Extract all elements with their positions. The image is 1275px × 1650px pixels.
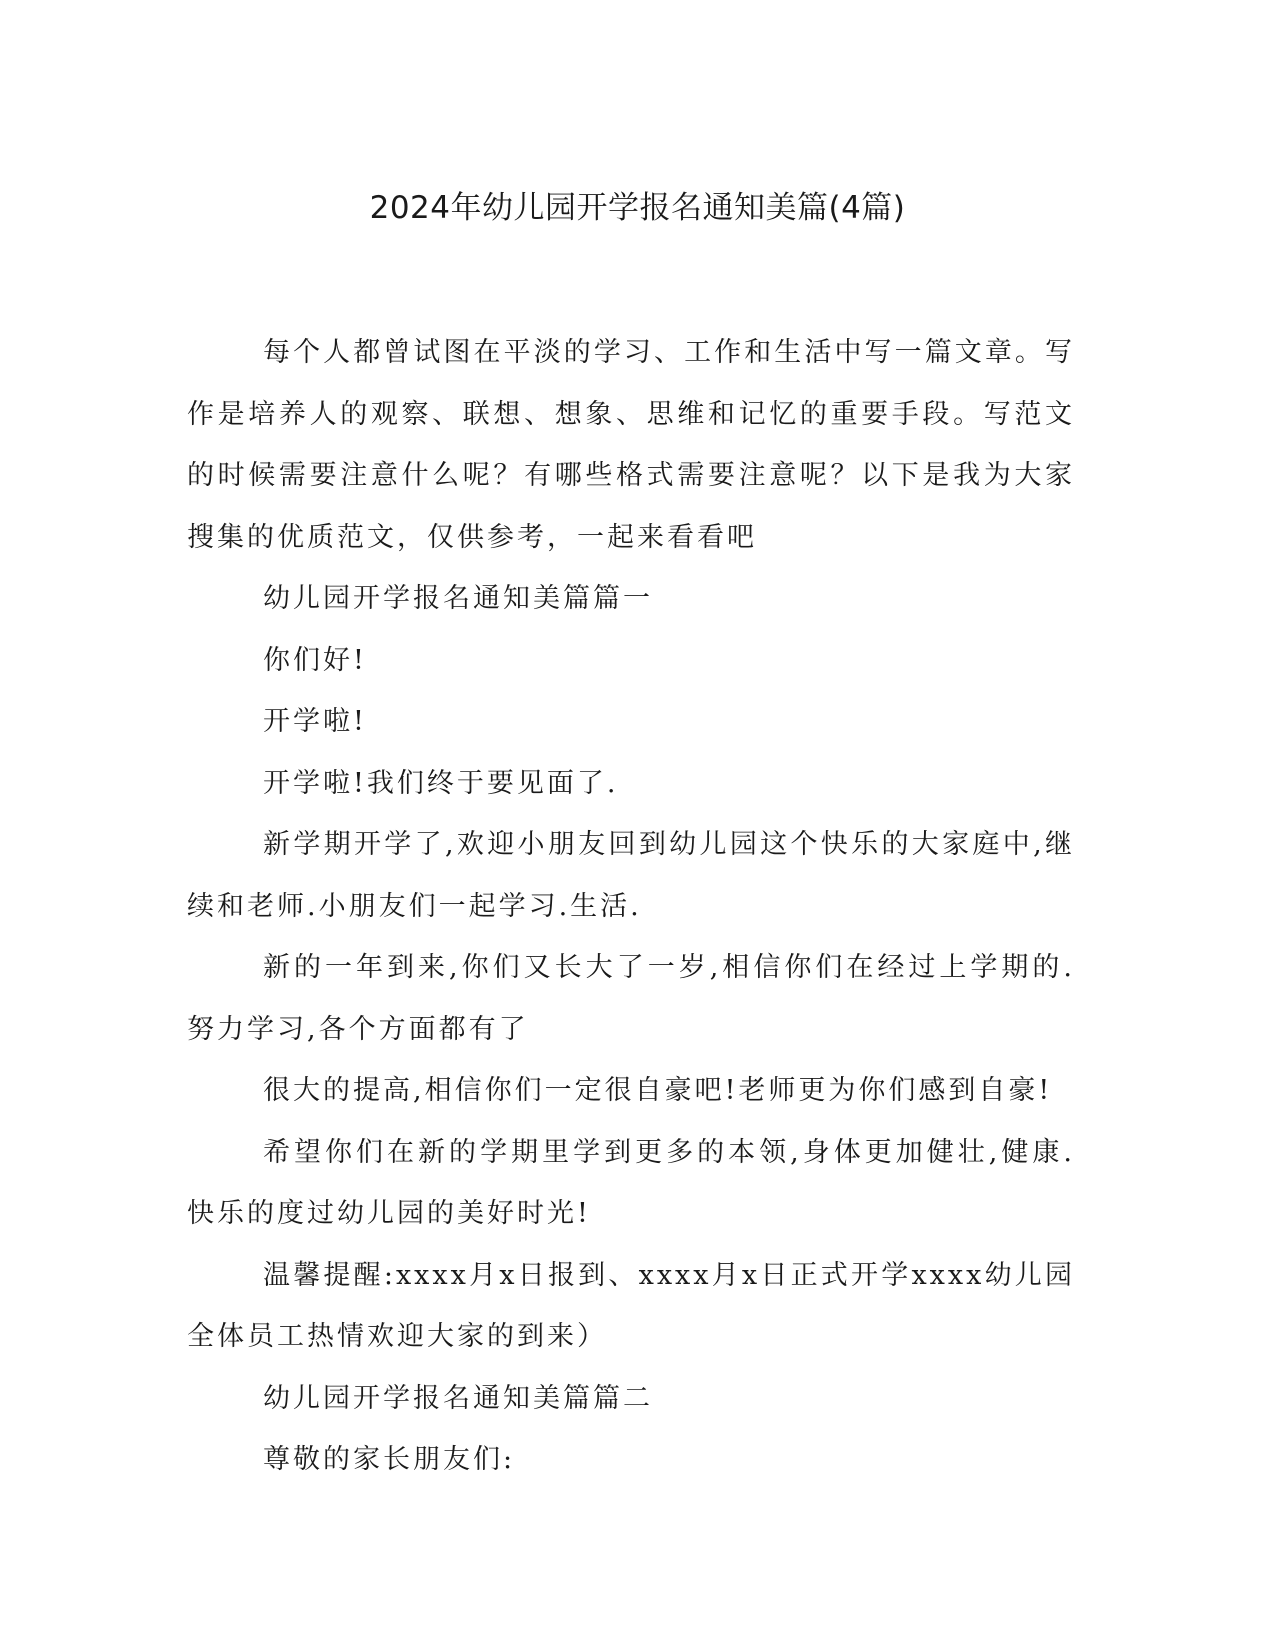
body-paragraph: 新学期开学了,欢迎小朋友回到幼儿园这个快乐的大家庭中,继续和老师.小朋友们一起学习.生活. xyxy=(187,829,1075,922)
document-title: 2024年幼儿园开学报名通知美篇(4篇) xyxy=(369,190,906,226)
section-heading-2: 幼儿园开学报名通知美篇篇二 xyxy=(263,1382,653,1414)
section-heading-1: 幼儿园开学报名通知美篇篇一 xyxy=(263,583,653,614)
greeting-line: 你们好! xyxy=(263,644,367,676)
body-paragraph: 很大的提高,相信你们一定很自豪吧!老师更为你们感到自豪! xyxy=(263,1075,1053,1106)
salutation-line: 尊敬的家长朋友们: xyxy=(263,1444,516,1475)
body-paragraph: 希望你们在新的学期里学到更多的本领,身体更加健壮,健康.快乐的度过幼儿园的美好时光! xyxy=(187,1136,1075,1229)
intro-paragraph: 每个人都曾试图在平淡的学习、工作和生活中写一篇文章。写作是培养人的观察、联想、想象、思维和记忆的重要手段。写范文的时候需要注意什么呢？有哪些格式需要注意呢？以下是我为大家搜集的优质范文，仅供参考，一起来看看吧 xyxy=(187,337,1075,553)
document-body xyxy=(187,322,1075,1491)
body-paragraph: 开学啦!我们终于要见面了. xyxy=(263,767,619,799)
body-paragraph: 新的一年到来,你们又长大了一岁,相信你们在经过上学期的.努力学习,各个方面都有了 xyxy=(187,952,1075,1045)
body-paragraph: 开学啦! xyxy=(263,706,367,737)
reminder-paragraph: 温馨提醒:xxxx月x日报到、xxxx月x日正式开学xxxx幼儿园全体员工热情欢迎大家的到来） xyxy=(187,1259,1075,1352)
